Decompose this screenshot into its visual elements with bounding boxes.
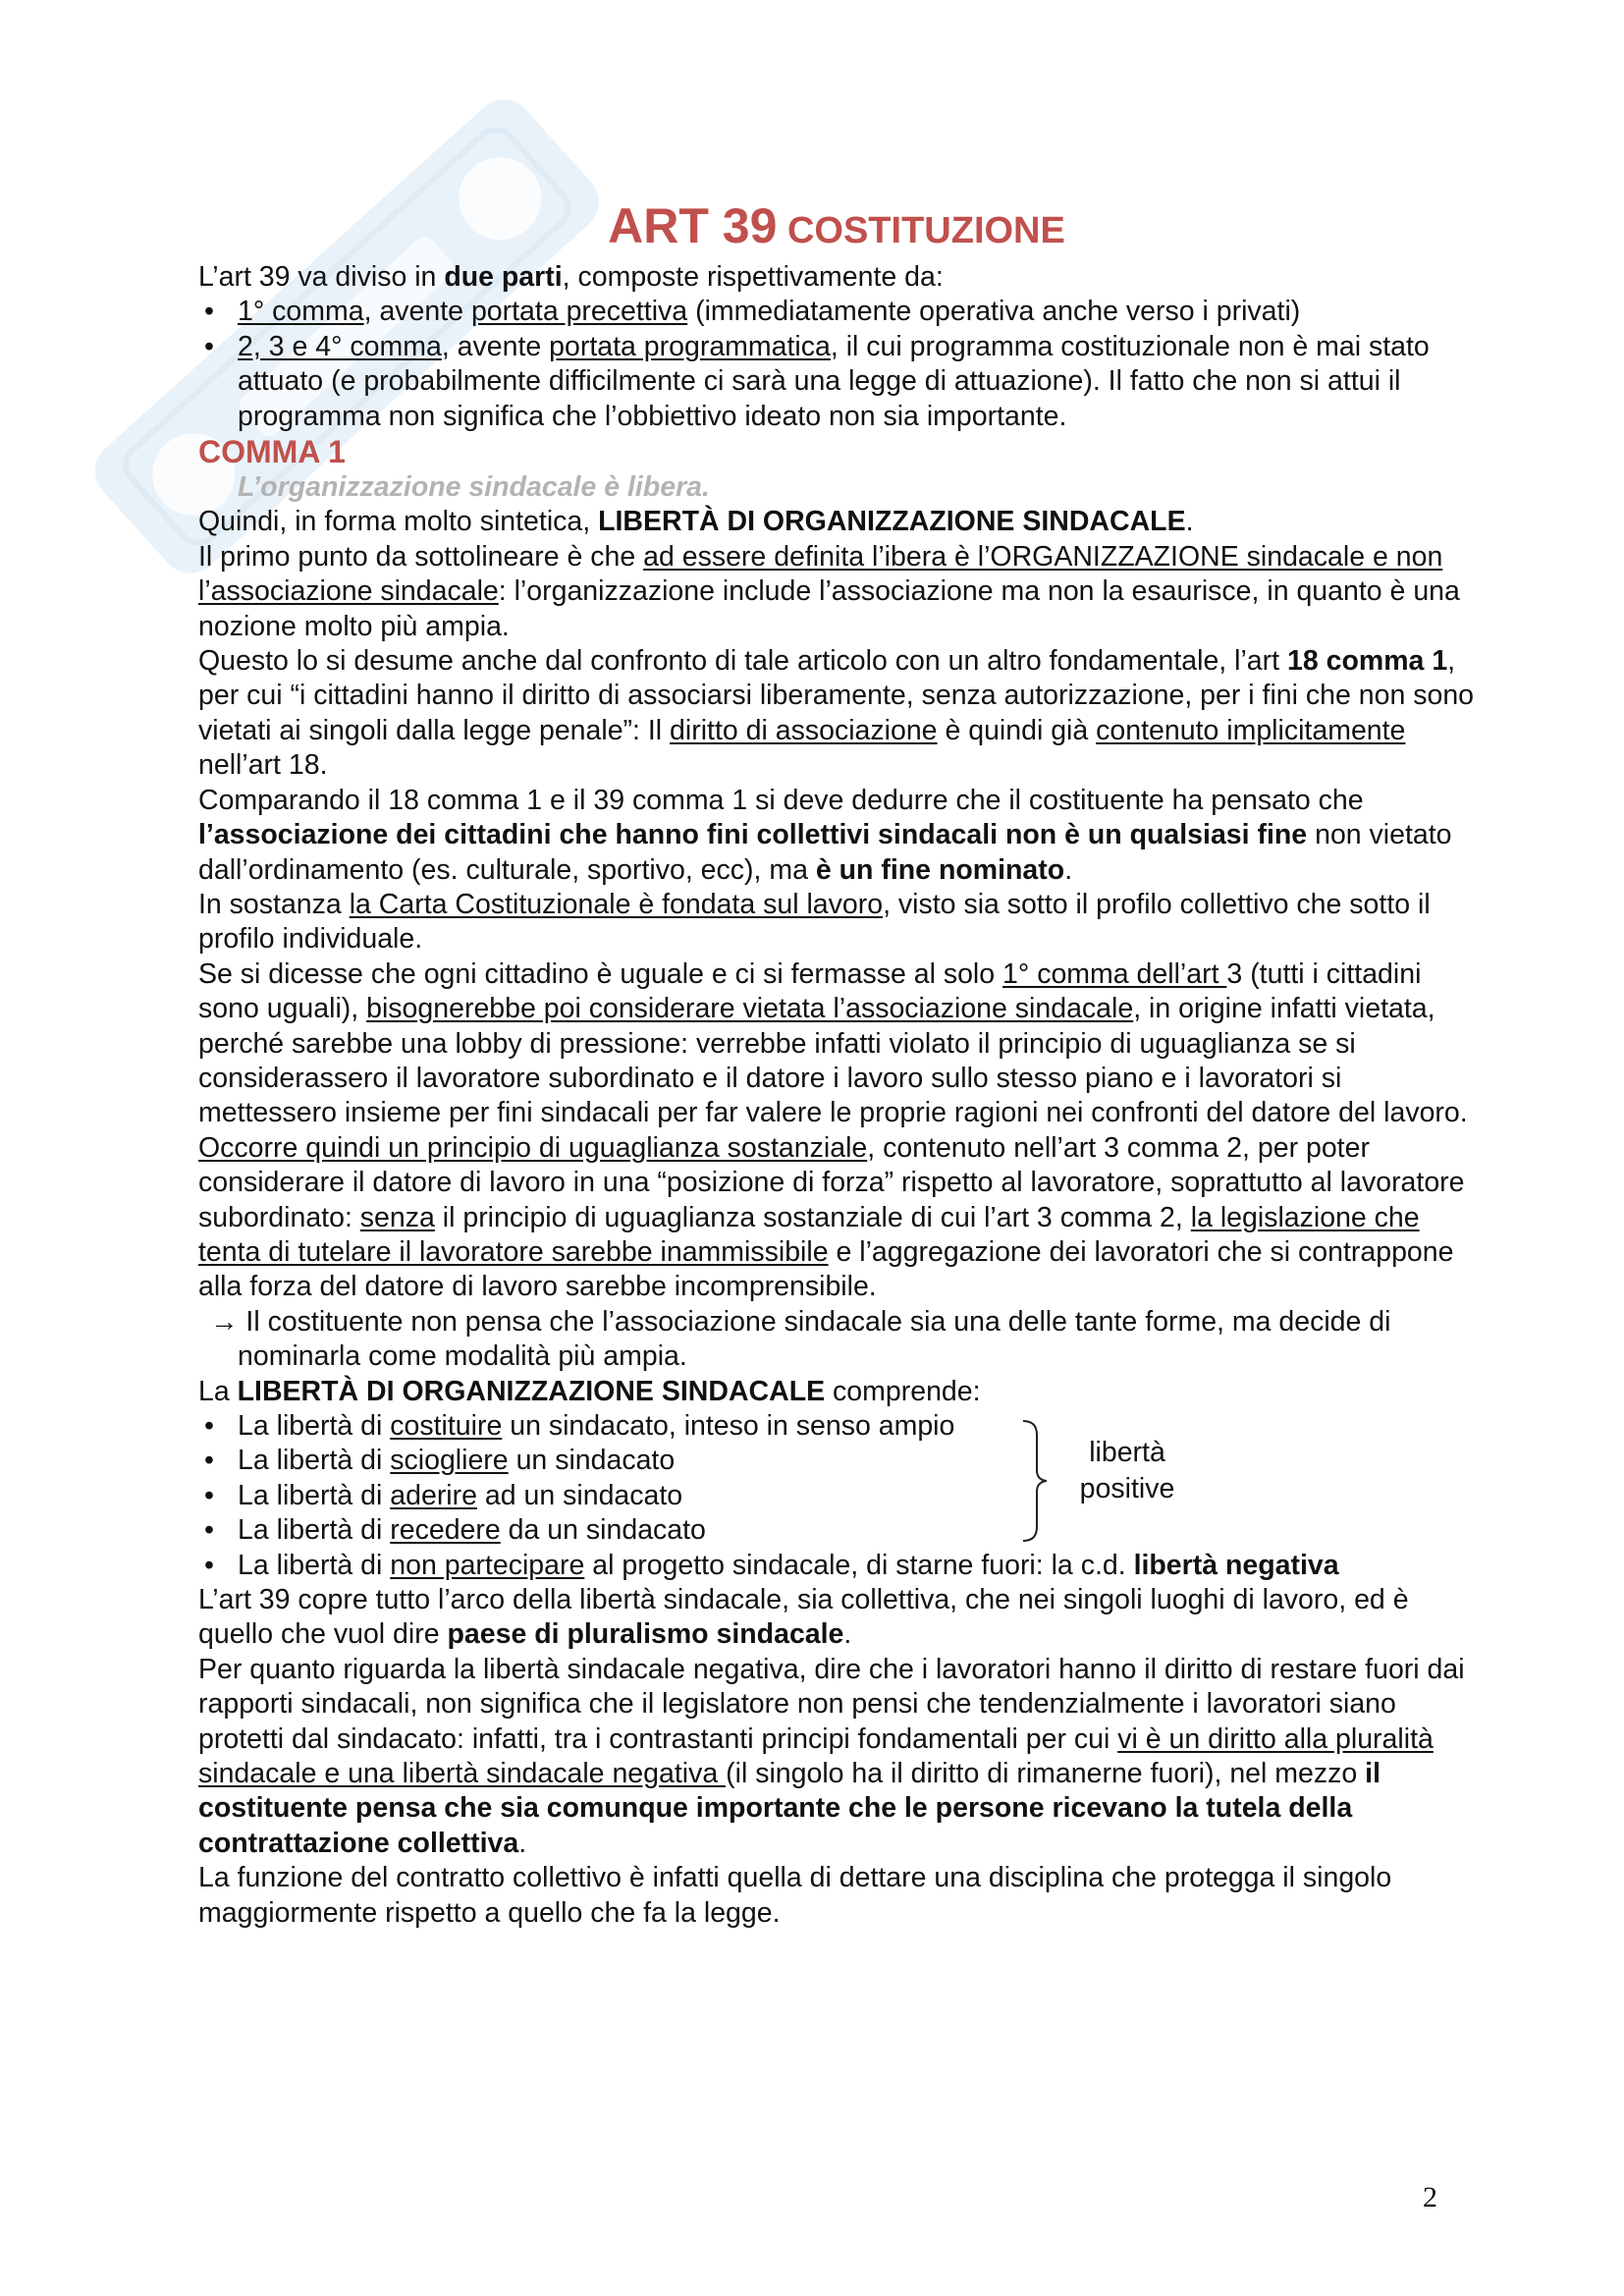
paragraph: In sostanza la Carta Costituzionale è fondata sul lavoro, visto sia sotto il profilo collettivo che sotto il profilo individuale. [198, 888, 1431, 956]
paragraph: Il primo punto da sottolineare è che ad essere definita l’ibera è l’ORGANIZZAZIONE sindacale e non l’associazione sindacale: l’organizzazione include l’associazione ma non la esaurisce, in quanto è una nozione molto più ampia. [198, 540, 1460, 642]
list-item: • La libertà di aderire ad un sindacato [198, 1479, 1475, 1513]
section-heading-comma-1: COMMA 1 [198, 434, 346, 470]
paragraph: Per quanto riguarda la libertà sindacale negativa, dire che i lavoratori hanno il diritto di restare fuori dai rapporti sindacali, non significa che il legislatore non pensi che tendenzialmente i lavoratori siano protetti dal sindacato: infatti, tra i contrastanti principi fondamentali per cui vi è un diritto alla pluralità sindacale e una libertà sindacale negativa (il singolo ha il diritto di rimanerne fuori), nel mezzo il costituente pensa che sia comunque importante che le persone ricevano la tutela della contrattazione collettiva. [198, 1653, 1465, 1859]
page-title [198, 196, 1475, 258]
intro-paragraph: L’art 39 va diviso in due parti, composte rispettivamente da: [198, 261, 944, 293]
paragraph: Comparando il 18 comma 1 e il 39 comma 1 si deve dedurre che il costituente ha pensato che l’associazione dei cittadini che hanno fini collettivi sindacali non è un qualsiasi fine non vietato dall’ordinamento (es. culturale, sportivo, ecc), ma è un fine nominato. [198, 784, 1452, 886]
freedoms-list [198, 1409, 1475, 1583]
list-item: • La libertà di recedere da un sindacato [198, 1513, 1475, 1548]
list-item: • 1° comma, avente portata precettiva (immediatamente operativa anche verso i privati) [198, 295, 1475, 329]
arrow-right-icon: → [210, 1305, 239, 1338]
list-item: • 2, 3 e 4° comma, avente portata programmatica, il cui programma costituzionale non è mai stato attuato (e probabilmente difficilmente ci sarà una legge di attuazione). Il fatto che non si attui il programma non significa che l’obbiettivo ideato non sia importante. [198, 330, 1475, 434]
parts-list [198, 295, 1475, 434]
document-body [198, 196, 1475, 1931]
paragraph: La LIBERTÀ DI ORGANIZZAZIONE SINDACALE comprende: [198, 1375, 981, 1407]
arrow-note: → Il costituente non pensa che l’associazione sindacale sia una delle tante forme, ma decide di nominarla come modalità più ampia. [210, 1305, 1391, 1373]
title-art39: ART 39 [608, 198, 778, 253]
page-number: 2 [1423, 2181, 1437, 2214]
paragraph: Se si dicesse che ogni cittadino è uguale e ci si fermasse al solo 1° comma dell’art 3 (tutti i cittadini sono uguali), bisognerebbe poi considerare vietata l’associazione sindacale, in origine infatti vietata, perché sarebbe una lobby di pressione: verrebbe infatti violato il principio di uguaglianza se si considerassero il lavoratore subordinato e il datore i lavoro sullo stesso piano e i lavoratori si mettessero insieme per fini sindacali per far valere le proprie ragioni nei confronti del datore del lavoro. [198, 957, 1468, 1129]
title-costituzione: COSTITUZIONE [777, 210, 1065, 251]
paragraph: Quindi, in forma molto sintetica, LIBERTÀ DI ORGANIZZAZIONE SINDACALE. [198, 506, 1194, 538]
list-item: • La libertà di non partecipare al progetto sindacale, di starne fuori: la c.d. libertà negativa [198, 1549, 1475, 1583]
article-quote: L’organizzazione sindacale è libera. [238, 471, 710, 504]
paragraph: Occorre quindi un principio di uguaglianza sostanziale, contenuto nell’art 3 comma 2, per poter considerare il datore di lavoro in una “posizione di forza” rispetto al lavoratore, soprattutto al lavoratore subordinato: senza il principio di uguaglianza sostanziale di cui l’art 3 comma 2, la legislazione che tenta di tutelare il lavoratore sarebbe inammissibile e l’aggregazione dei lavoratori che si contrappone alla forza del datore di lavoro sarebbe incomprensibile. [198, 1131, 1465, 1303]
list-item: • La libertà di sciogliere un sindacato [198, 1444, 1475, 1478]
right-brace-icon [1019, 1417, 1058, 1545]
paragraph: L’art 39 copre tutto l’arco della libertà sindacale, sia collettiva, che nei singoli luoghi di lavoro, ed è quello che vuol dire paese di pluralismo sindacale. [198, 1584, 1409, 1651]
paragraph: La funzione del contratto collettivo è infatti quella di dettare una disciplina che protegga il singolo maggiormente rispetto a quello che fa la legge. [198, 1862, 1392, 1929]
freedoms-block [198, 1409, 1475, 1583]
list-item: • La libertà di costituire un sindacato, inteso in senso ampio [198, 1409, 1475, 1444]
brace-label: libertà positive [1079, 1437, 1175, 1504]
paragraph: Questo lo si desume anche dal confronto di tale articolo con un altro fondamentale, l’art 18 comma 1, per cui “i cittadini hanno il diritto di associarsi liberamente, senza autorizzazione, per i fini che non sono vietati ai singoli dalla legge penale”: Il diritto di associazione è quindi già contenuto implicitamente nell’art 18. [198, 645, 1475, 782]
